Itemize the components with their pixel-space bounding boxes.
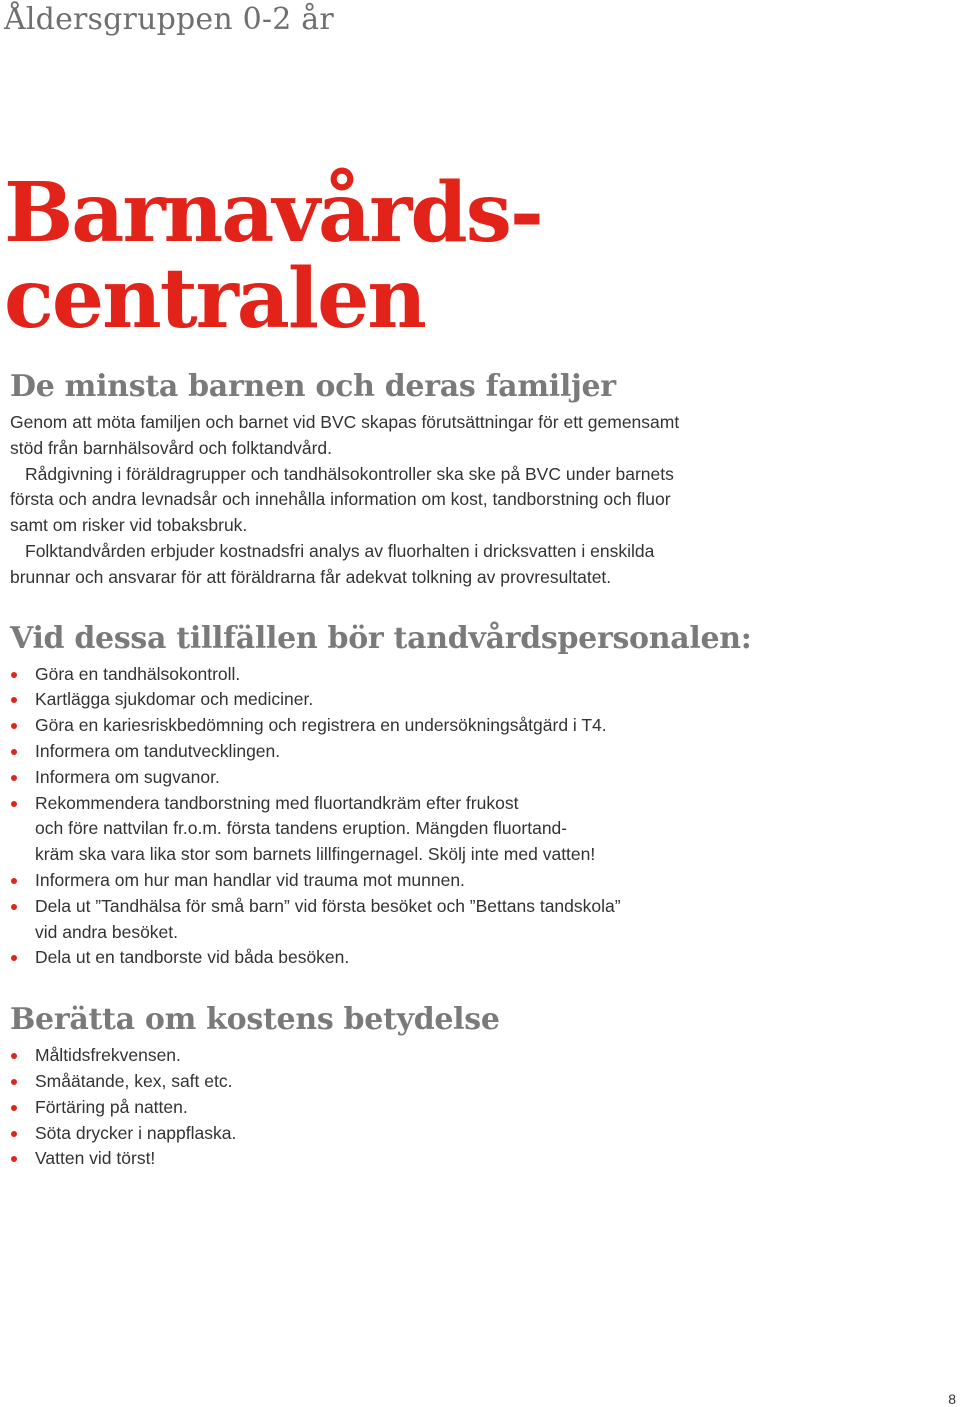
bullet-icon: [11, 1053, 17, 1059]
list-item: [10, 1069, 940, 1095]
page-title-line-1: Barnavårds-: [4, 165, 542, 261]
running-header: Åldersgruppen 0-2 år: [4, 2, 334, 37]
paragraph-line: första och andra levnadsår och innehålla information om kost, tandborstning och fluor: [10, 489, 671, 510]
paragraph-3: [10, 539, 940, 591]
list-item: [10, 868, 940, 894]
bullet-icon: [11, 1105, 17, 1111]
bullet-icon: [11, 955, 17, 961]
bullet-icon: [11, 775, 17, 781]
section-heading-dental-staff: Vid dessa tillfällen bör tandvårdspersonalen:: [10, 620, 752, 656]
paragraph-line: Genom att möta familjen och barnet vid BVC skapas förutsättningar för ett gemensamt: [10, 412, 680, 432]
list-item-text: Informera om hur man handlar vid trauma mot munnen.: [35, 869, 465, 890]
list-item: [10, 945, 940, 971]
paragraph-line: brunnar och ansvarar för att föräldrarna får adekvat tolkning av provresultatet.: [10, 566, 612, 587]
page-number: 8: [948, 1391, 956, 1407]
bullet-icon: [11, 723, 17, 729]
bullet-icon: [11, 1131, 17, 1137]
section-heading-families: De minsta barnen och deras familjer: [10, 369, 616, 404]
section-heading-diet: Berätta om kostens betydelse: [10, 1002, 500, 1038]
paragraph-2: [10, 462, 940, 539]
list-item-text: och före nattvilan fr.o.m. första tandens eruption. Mängden fluortand-: [35, 818, 568, 839]
list-item-text: vid andra besöket.: [35, 921, 179, 942]
bullet-icon: [11, 672, 17, 678]
main-content: [10, 368, 940, 1172]
list-item-text: kräm ska vara lika stor som barnets lillfingernagel. Skölj inte med vatten!: [35, 844, 596, 865]
list-item: [10, 765, 940, 791]
list-item-text: Informera om sugvanor.: [35, 766, 220, 787]
list-item-text: Måltidsfrekvensen.: [35, 1045, 181, 1066]
page-title-line-2: centralen: [4, 251, 425, 347]
list-item: [10, 687, 940, 713]
dental-staff-list: [10, 662, 940, 972]
bullet-icon: [11, 1156, 17, 1162]
list-item: [10, 1121, 940, 1147]
list-item: [10, 894, 940, 946]
page-title: [4, 165, 542, 347]
list-item: [10, 739, 940, 765]
list-item-text: Kartlägga sjukdomar och mediciner.: [35, 689, 314, 710]
list-item: [10, 662, 940, 688]
list-item: [10, 791, 940, 868]
paragraph-line: Rådgivning i föräldragrupper och tandhälsokontroller ska ske på BVC under barnets: [25, 463, 674, 484]
list-item-text: Dela ut ”Tandhälsa för små barn” vid första besöket och ”Bettans tandskola”: [35, 895, 621, 916]
bullet-icon: [11, 878, 17, 884]
list-item: [10, 713, 940, 739]
list-item-text: Göra en tandhälsokontroll.: [35, 663, 241, 684]
paragraph-line: stöd från barnhälsovård och folktandvård.: [10, 437, 332, 458]
list-item-text: Småätande, kex, saft etc.: [35, 1070, 233, 1091]
list-item-text: Informera om tandutvecklingen.: [35, 740, 281, 761]
paragraph-line: samt om risker vid tobaksbruk.: [10, 515, 248, 536]
paragraph-1: [10, 410, 940, 462]
list-item: [10, 1146, 940, 1172]
list-item-text: Förtäring på natten.: [35, 1096, 188, 1117]
list-item: [10, 1043, 940, 1069]
bullet-icon: [11, 1079, 17, 1085]
list-item-text: Söta drycker i nappflaska.: [35, 1122, 237, 1143]
list-item: [10, 1095, 940, 1121]
bullet-icon: [11, 749, 17, 755]
list-item-text: Rekommendera tandborstning med fluortandkräm efter frukost: [35, 792, 519, 813]
intro-paragraphs: [10, 410, 940, 591]
paragraph-line: Folktandvården erbjuder kostnadsfri analys av fluorhalten i dricksvatten i enskilda: [25, 540, 655, 561]
bullet-icon: [11, 801, 17, 807]
list-item-text: Göra en kariesriskbedömning och registrera en undersökningsåtgärd i T4.: [35, 715, 607, 736]
bullet-icon: [11, 904, 17, 910]
diet-list: [10, 1043, 940, 1172]
list-item-text: Vatten vid törst!: [35, 1148, 156, 1169]
list-item-text: Dela ut en tandborste vid båda besöken.: [35, 947, 350, 968]
bullet-icon: [11, 697, 17, 703]
